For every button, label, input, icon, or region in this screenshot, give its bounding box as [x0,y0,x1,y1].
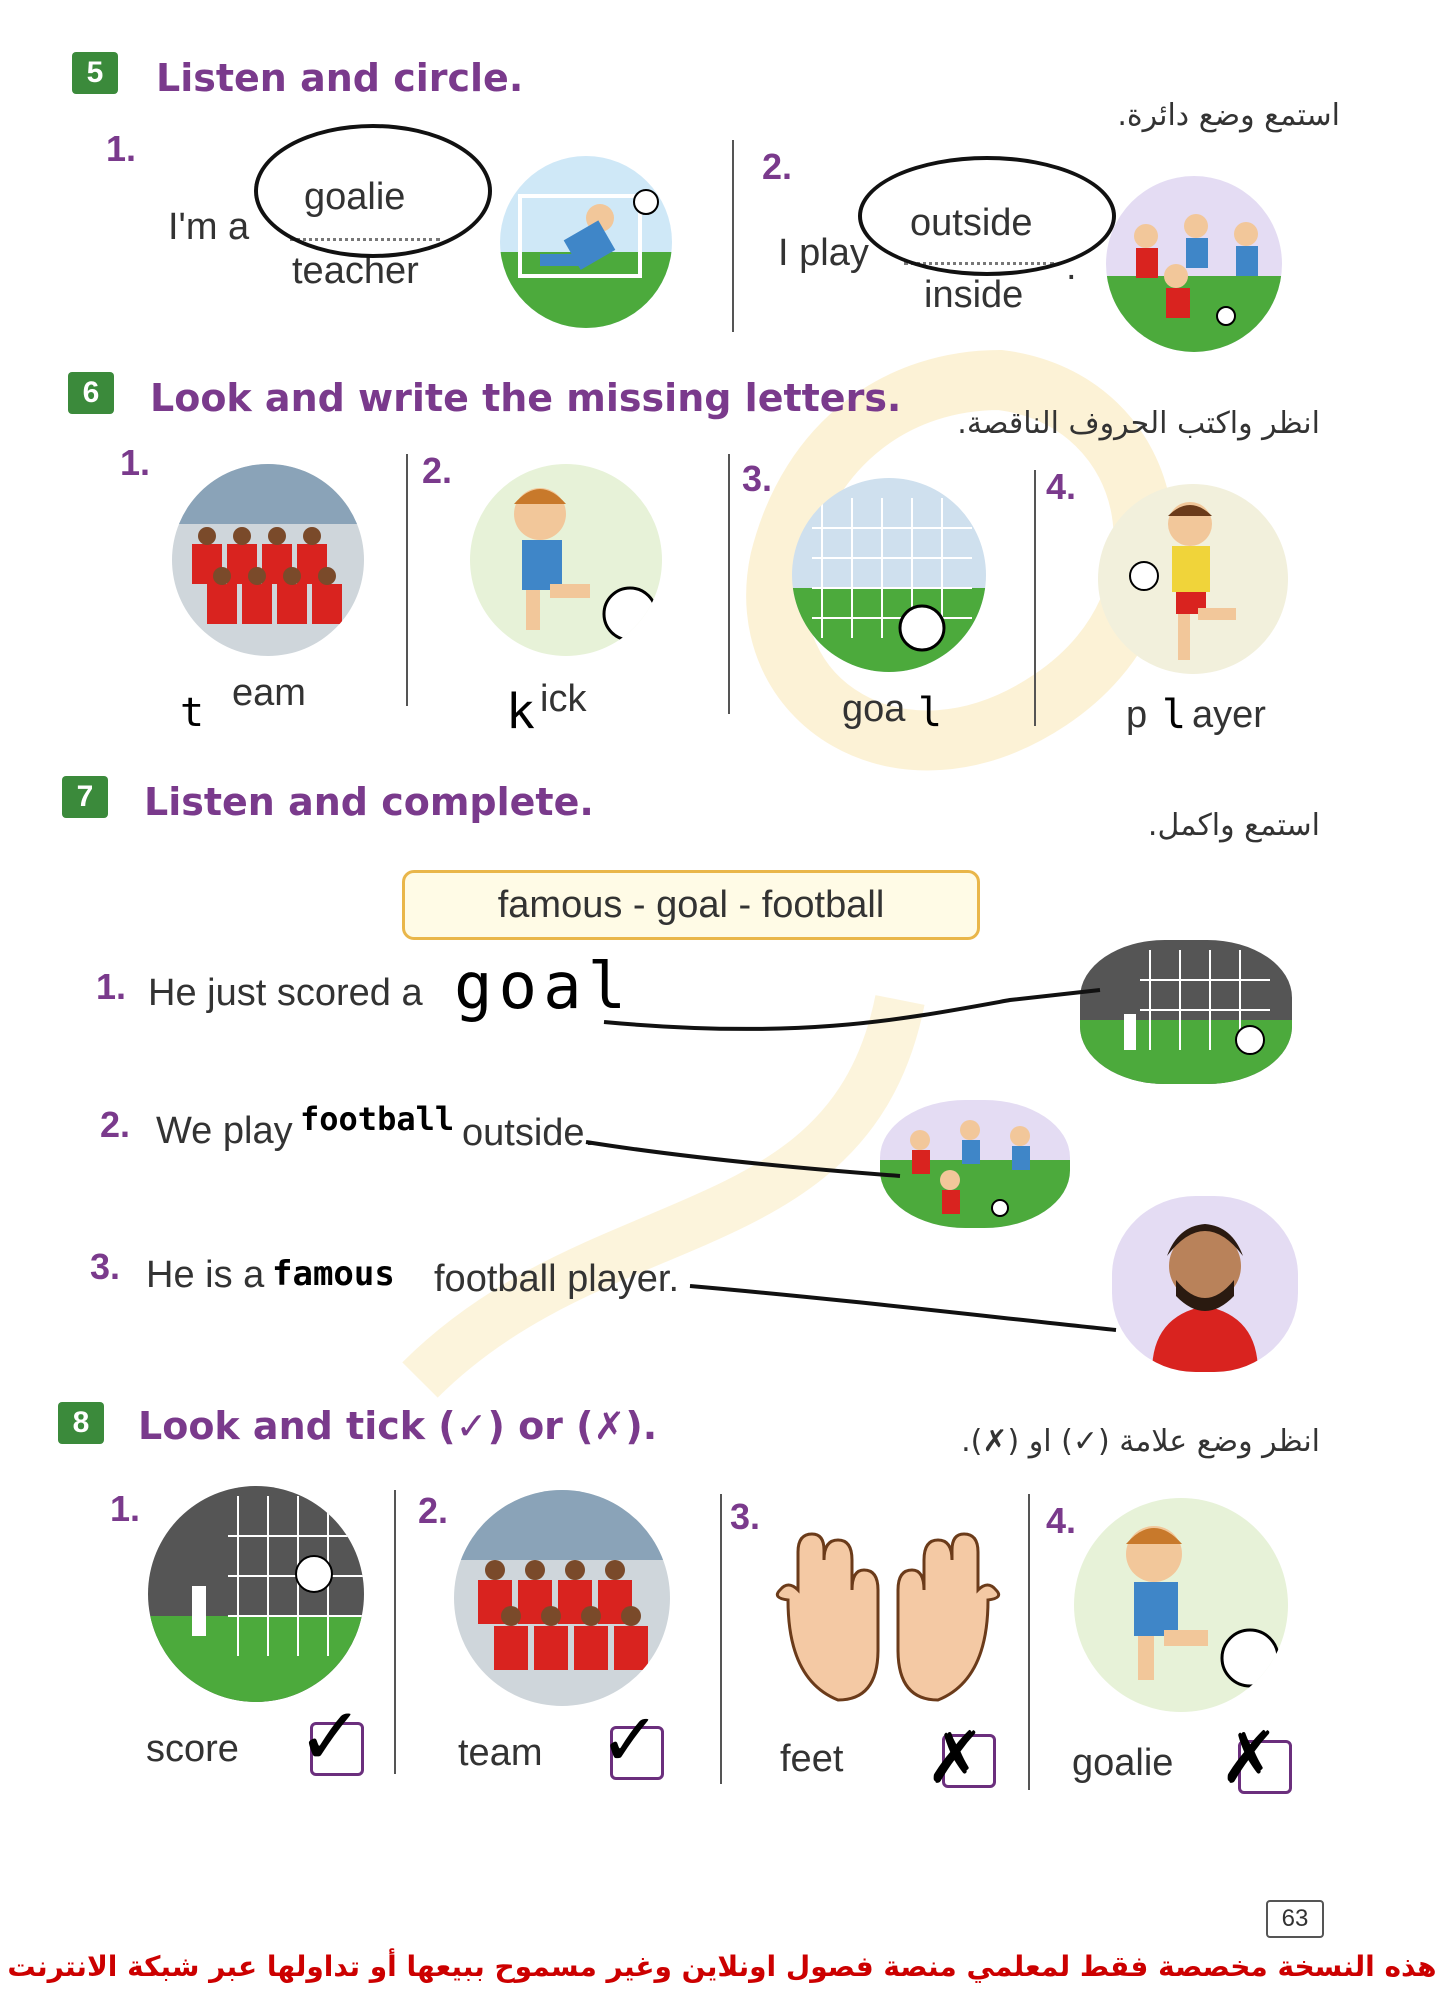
sentence-start: He is a [146,1254,265,1296]
option-inside[interactable]: inside [924,274,1024,316]
divider [732,140,734,332]
handwritten-mark: ✓ [302,1680,358,1787]
section-7-badge: 7 [62,776,108,818]
tick-word: feet [780,1738,844,1780]
section-7-arabic: استمع واكمل. [1147,808,1320,843]
sentence-end: football player. [434,1258,680,1300]
divider [720,1494,722,1784]
goalie-illustration [500,156,672,328]
item-number: 2. [762,146,793,187]
page-number: 63 [1266,1900,1324,1938]
item-number: 2. [418,1490,449,1531]
handwritten-letter: l [918,690,943,736]
divider [394,1490,396,1774]
hand-circle [254,124,492,258]
item-number: 3. [730,1496,761,1537]
item-number: 1. [120,442,151,483]
item-number: 2. [422,450,453,491]
divider [728,454,730,714]
player-illustration [1098,484,1288,674]
sentence-prefix: I play [778,232,869,274]
handwritten-letter: l [1162,692,1187,738]
tick-word: team [458,1732,543,1774]
item-number: 1. [96,966,127,1007]
goal-net-illustration [792,478,986,672]
divider [1028,1494,1030,1790]
sentence-end: outside. [462,1112,596,1154]
score-goal-illustration [148,1486,364,1702]
section-8-title: Look and tick (✓) or (✗). [138,1404,658,1448]
tick-word: goalie [1072,1742,1174,1784]
missing-word-end: ayer [1192,694,1266,736]
handwritten-mark: ✓ [604,1688,655,1786]
handwritten-mark: ✗ [928,1700,981,1803]
missing-word: eam [232,672,306,714]
footer-notice: هذه النسخة مخصصة فقط لمعلمي منصة فصول اونلاين وغير مسموح ببيعها أو تداولها عبر شبكة الانترنت [7,1950,1437,1983]
handwritten-answer: football [300,1100,455,1138]
section-5-arabic: استمع وضع دائرة. [1117,98,1340,133]
famous-player-illustration [1112,1196,1298,1372]
sentence-suffix: . [1066,246,1077,288]
handwritten-letter: t [180,690,205,736]
item-number: 4. [1046,1500,1077,1541]
item-number: 1. [110,1488,141,1529]
section-6-title: Look and write the missing letters. [150,376,902,420]
option-outside[interactable]: outside [910,202,1033,244]
divider [1034,470,1036,726]
section-5-title: Listen and circle. [156,56,524,100]
team-photo-2 [454,1490,670,1706]
handwritten-mark: ✗ [1222,1700,1275,1803]
scoring-goal-illustration [1080,940,1292,1084]
goalie-kick-illustration [1074,1498,1288,1712]
section-5-badge: 5 [72,52,118,94]
section-6-badge: 6 [68,372,114,414]
sentence-start: He just scored a [148,972,423,1014]
hands-illustration [768,1530,1008,1710]
handwritten-letter: k [506,684,535,740]
handwritten-answer: famous [272,1254,395,1294]
kids-playing-illustration [1106,176,1282,352]
sentence-start: We play [156,1110,293,1152]
missing-word-start: p [1126,694,1148,736]
sentence-prefix: I'm a [168,206,250,248]
section-8-arabic: انظر وضع علامة (✓) او (✗). [961,1424,1320,1459]
item-number: 3. [742,458,773,499]
item-number: 4. [1046,466,1077,507]
option-goalie[interactable]: goalie [304,176,406,218]
divider [406,454,408,706]
hand-circle [858,156,1116,276]
section-6-arabic: انظر واكتب الحروف الناقصة. [957,406,1320,441]
tick-word: score [146,1728,239,1770]
item-number: 2. [100,1104,131,1145]
missing-word: goa [842,688,906,730]
item-number: 3. [90,1246,121,1287]
word-bank: famous - goal - football [402,870,980,940]
section-8-badge: 8 [58,1402,104,1444]
team-photo [172,464,364,656]
section-7-title: Listen and complete. [144,780,594,824]
kids-playing-illustration-2 [880,1100,1070,1228]
option-teacher[interactable]: teacher [292,250,419,292]
handwritten-answer: goal [454,950,633,1024]
item-number: 1. [106,128,137,169]
missing-word: ick [540,678,587,720]
kick-illustration [470,464,662,656]
